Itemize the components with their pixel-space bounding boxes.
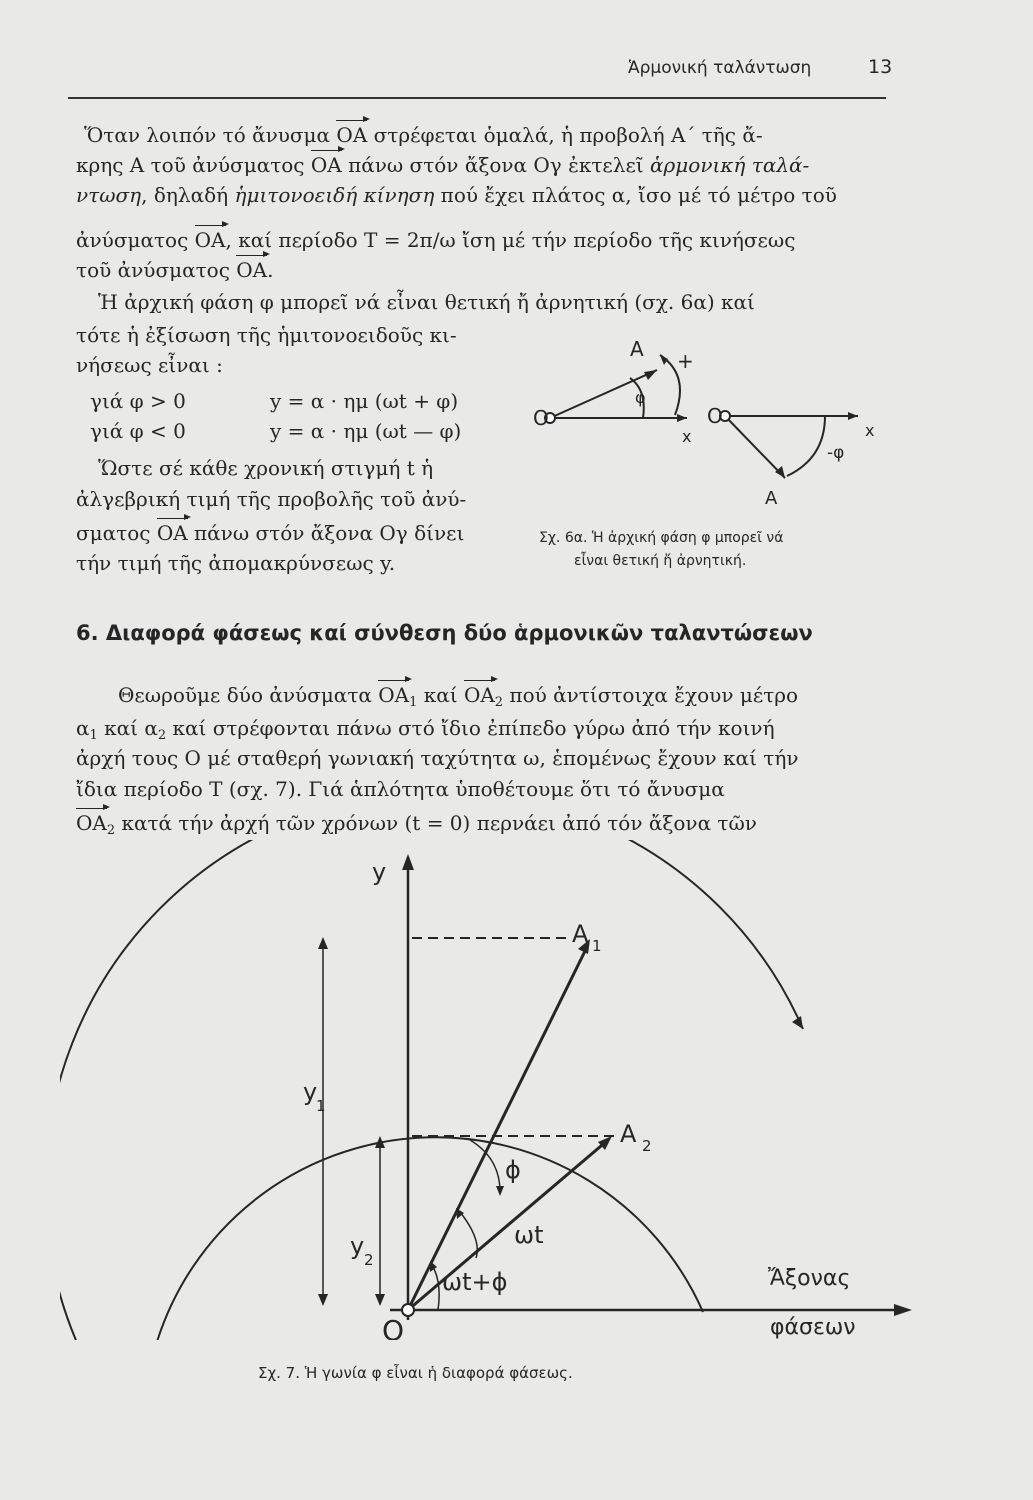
fig7-label-wt-phi: ωt+ϕ — [442, 1268, 508, 1296]
fig7-wt-phi-arrowhead — [430, 1261, 437, 1272]
eq1: y = α · ημ (ωt + φ) — [270, 389, 459, 413]
fig7-axis-label-1: Ἄξονας — [768, 1266, 851, 1291]
fig7-y1-arrow-top — [318, 937, 328, 949]
figure-6a — [525, 330, 895, 520]
fig6a-caption-line1: Σχ. 6α. Ἡ ἀρχική φάση φ μπορεῖ νά — [539, 530, 784, 546]
fig6a-left-axis-arrowhead — [677, 414, 687, 422]
p2-line2: τότε ἡ ἐξίσωση τῆς ἡμιτονοειδοῦς κι- — [76, 323, 457, 347]
fig6a-label-x-right: x — [865, 421, 875, 440]
p1-line4: ἀνύσματος ΟΑ, καί περίοδο Τ = 2π/ω ἴση μέ τήν περίοδο τῆς κινήσεως — [76, 228, 796, 252]
fig7-wt-arrowhead — [456, 1208, 464, 1219]
p1-line3: ντωση, δηλαδή ἡμιτονοειδή κίνηση πού ἔχει πλάτος α, ἴσο μέ τό μέτρο τοῦ — [76, 183, 837, 207]
p3-line4: ἴδια περίοδο Τ (σχ. 7). Γιά ἁπλότητα ὑποθέτουμε ὅτι τό ἄνυσμα — [76, 777, 725, 801]
eq1-condition: γιά φ > 0 — [90, 389, 186, 413]
fig7-caption: Σχ. 7. Ἡ γωνία φ εἶναι ἡ διαφορά φάσεως. — [258, 1364, 573, 1382]
eq2-condition: γιά φ < 0 — [90, 419, 186, 443]
fig7-label-wt: ωt — [514, 1221, 544, 1249]
p2-line5: ἀλγεβρική τιμή τῆς προβολῆς τοῦ ἀνύ- — [76, 487, 467, 511]
fig6a-right-axis-arrowhead — [848, 412, 858, 420]
fig7-label-y1-sub: 1 — [316, 1097, 326, 1115]
fig7-label-y1: y — [303, 1078, 318, 1106]
figure-7 — [60, 840, 920, 1340]
vector-oa: ΟΑ — [194, 228, 226, 252]
p1-line5: τοῦ ἀνύσματος ΟΑ. — [76, 258, 274, 282]
p1-line2: κρης Α τοῦ ἀνύσματος ΟΑ πάνω στόν ἄξονα Ογ ἐκτελεῖ ἁρμονική ταλά- — [76, 153, 810, 177]
fig6a-label-phi: φ — [635, 388, 646, 407]
vector-oa2: ΟΑ — [76, 811, 107, 835]
fig7-phase-axis-arrowhead — [894, 1304, 912, 1316]
p3-line2: $\alpha_1$ καί $\alpha_2$ καί στρέφονται πάνω στό ἴδιο ἐπίπεδο γύρω ἀπό τήν κοινή — [76, 716, 775, 743]
fig7-y1-arrow-bottom — [318, 1294, 328, 1306]
eq2: y = α · ημ (ωt — φ) — [270, 419, 462, 443]
vector-oa: ΟΑ — [236, 258, 268, 282]
running-header-title: Ἁρμονική ταλάντωση — [628, 58, 812, 78]
fig6a-label-a-top: A — [630, 337, 644, 361]
fig7-label-a2-sub: 2 — [642, 1137, 652, 1155]
fig7-label-y: y — [372, 858, 387, 886]
fig6a-left-vector-arrowhead — [644, 370, 657, 380]
vector-oa: ΟΑ — [336, 123, 368, 147]
p2-line4: Ὥστε σέ κάθε χρονική στιγμή t ἡ — [98, 456, 434, 480]
p1-line1: Ὅταν λοιπόν τό ἄνυσμα ΟΑ στρέφεται ὁμαλά, ἡ προβολή Α΄ τῆς ἄ- — [84, 123, 763, 147]
section-heading: 6. Διαφορά φάσεως καί σύνθεση δύο ἁρμονικῶν ταλαντώσεων — [76, 621, 813, 645]
vector-oa2: ΟΑ — [463, 683, 495, 707]
fig7-y2-arrow-bottom — [375, 1294, 385, 1306]
fig7-axis-label-2: φάσεων — [770, 1315, 856, 1340]
fig6a-right-phi-arc — [787, 416, 825, 476]
fig7-label-o: O — [382, 1314, 405, 1340]
p2-line6: σματος ΟΑ πάνω στόν ἄξονα Ογ δίνει — [76, 521, 465, 545]
fig6a-label-o-right: O — [707, 404, 723, 428]
fig7-phi-arrowhead — [496, 1186, 504, 1196]
page-number: 13 — [868, 56, 893, 78]
p3-line5: $OA_2$ κατά τήν ἀρχή τῶν χρόνων (t = 0) περνάει ἀπό τόν ἄξονα τῶν — [76, 811, 757, 838]
vector-oa1: ΟΑ — [378, 683, 410, 707]
p2-line7: τήν τιμή τῆς ἀπομακρύνσεως y. — [76, 551, 396, 575]
fig6a-label-minus-phi: -φ — [827, 443, 845, 463]
fig7-label-y2-sub: 2 — [364, 1251, 374, 1269]
vector-oa: ΟΑ — [156, 521, 188, 545]
p3-line1: Θεωροῦμε δύο ἀνύσματα $OA_1$ καί $OA_2$ πού ἀντίστοιχα ἔχουν μέτρο — [118, 683, 799, 710]
p2-line1: Ἡ ἀρχική φάση φ μπορεῖ νά εἶναι θετική ἤ ἀρνητική (σχ. 6α) καί — [98, 290, 755, 314]
fig7-label-phi: ϕ — [505, 1156, 521, 1184]
fig7-label-a2: A — [620, 1120, 637, 1148]
fig6a-right-vector — [725, 416, 785, 478]
fig6a-label-a-bottom: A — [765, 488, 778, 509]
fig7-label-a1: A — [572, 920, 589, 948]
fig6a-label-o-left: O — [533, 406, 549, 430]
fig6a-label-x-left: x — [682, 427, 692, 446]
p2-line3: νήσεως εἶναι : — [76, 353, 223, 377]
fig6a-caption-line2: εἶναι θετική ἤ ἀρνητική. — [574, 553, 747, 569]
fig6a-label-plus: + — [677, 349, 694, 373]
fig7-phi-arc — [470, 1140, 500, 1192]
fig7-y-axis-arrowhead — [402, 854, 414, 870]
fig7-label-y2: y — [350, 1232, 365, 1260]
header-rule — [68, 97, 886, 99]
fig6a-left-rotation-arrowhead — [660, 355, 668, 365]
fig7-wt-arc — [460, 1212, 477, 1258]
fig7-label-a1-sub: 1 — [592, 937, 602, 955]
p3-line3: ἀρχή τους Ο μέ σταθερή γωνιακή ταχύτητα ω, ἑπομένως ἔχουν καί τήν — [76, 746, 799, 770]
fig7-vector-oa1 — [408, 945, 588, 1310]
vector-oa: ΟΑ — [310, 153, 342, 177]
